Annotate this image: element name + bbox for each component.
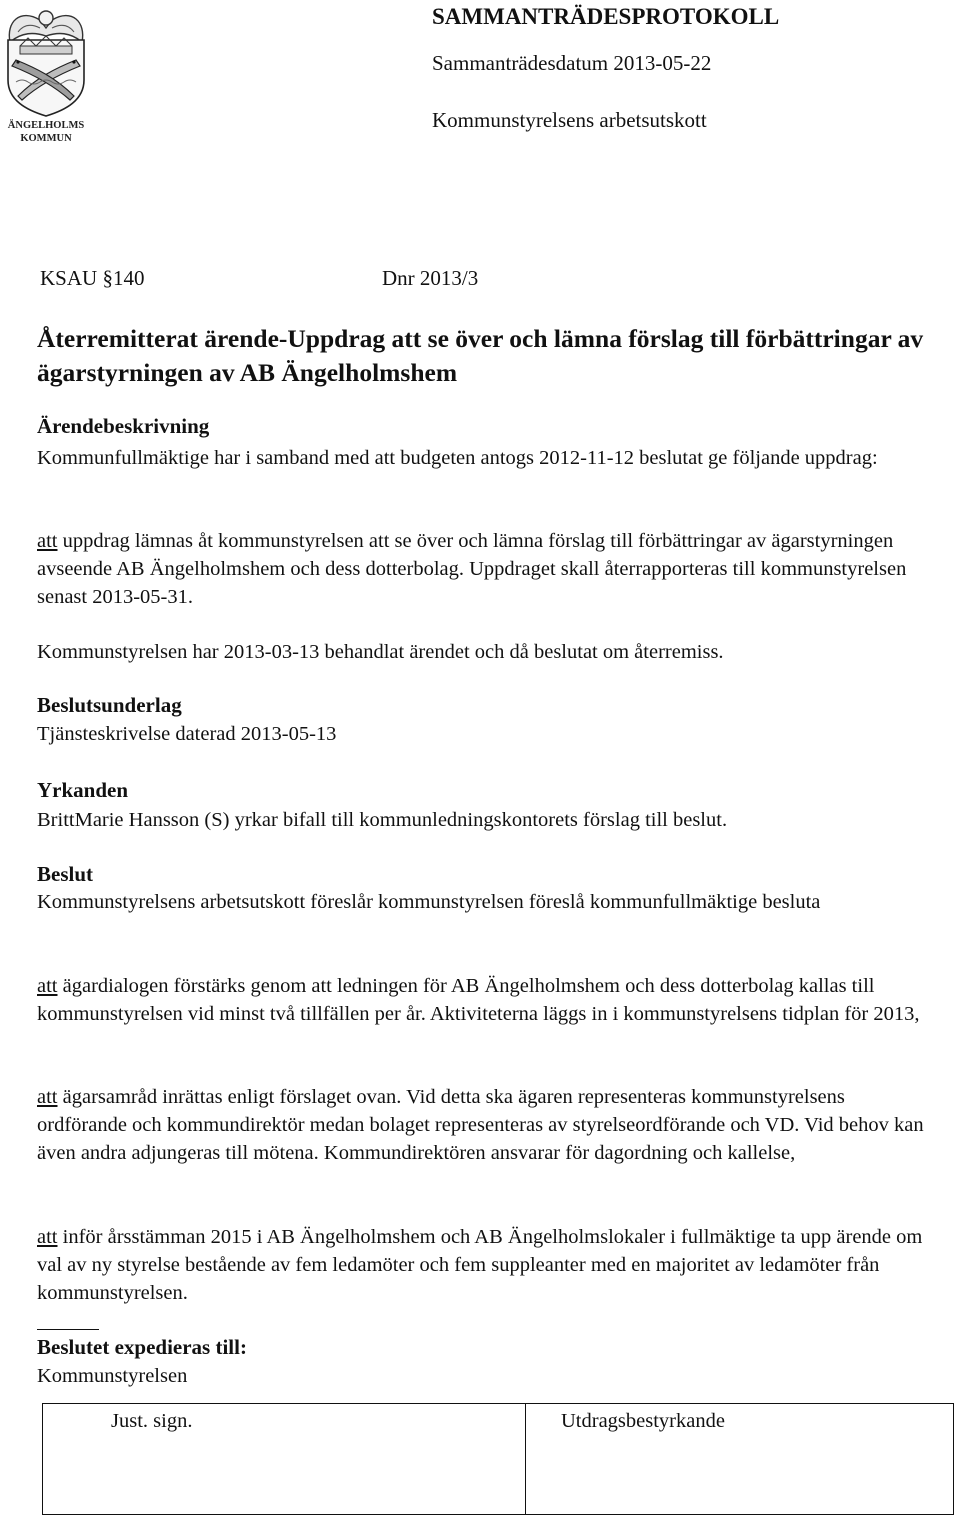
logo-text-line1: ÄNGELHOLMS (7, 120, 85, 131)
beslut-att-1-text: ägardialogen förstärks genom att ledningen för AB Ängelholmshem och dess dotterbolag kallas till kommunstyrelsen vid minst två tillfällen per år. Aktiviteterna läggs in i kommunstyrelsens tidplan för 2013, (37, 975, 920, 1025)
uppdrag-text: uppdrag lämnas åt kommunstyrelsen att se över och lämna förslag till förbättringar av ägarstyrningen avseende AB Ängelholmshem och dess dotterbolag. Uppdraget skall återrapporteras till kommunstyrelsen senast 2013-05-31. (37, 530, 907, 608)
committee-name: Kommunstyrelsens arbetsutskott (432, 108, 707, 132)
protocol-title: SAMMANTRÄDESPROTOKOLL (432, 4, 780, 29)
beslut-intro: Kommunstyrelsens arbetsutskott föreslår kommunstyrelsen föreslå kommunfullmäktige besluta (37, 891, 821, 913)
arendebeskrivning-text: Kommunfullmäktige har i samband med att budgeten antogs 2012-11-12 beslutat ge följande uppdrag: (37, 447, 878, 469)
case-number: 140 (112, 266, 145, 290)
beslut-heading: Beslut (37, 862, 94, 886)
separator-rule (37, 1329, 99, 1330)
arendebeskrivning-heading: Ärendebeskrivning (37, 414, 210, 438)
ks-aterremiss-text: Kommunstyrelsen har 2013-03-13 behandlat ärendet och då beslutat om återremiss. (37, 641, 724, 663)
section-sign: § (102, 266, 113, 290)
att-keyword: att (37, 1086, 58, 1108)
logo-text-line2: KOMMUN (20, 133, 72, 144)
beslut-att-3 (37, 1223, 932, 1307)
yrkanden-text: BrittMarie Hansson (S) yrkar bifall till kommunledningskontorets förslag till beslut. (37, 809, 728, 831)
case-title: Återremitterat ärende-Uppdrag att se över och lämna förslag till förbättringar av ägarstyrningen av AB Ängelholmshem (37, 324, 924, 387)
expedieras-recipient: Kommunstyrelsen (37, 1365, 188, 1387)
signature-box (42, 1403, 954, 1515)
att-keyword: att (37, 530, 58, 552)
beslut-att-2 (37, 1083, 932, 1167)
beslut-att-3-text: inför årsstämman 2015 i AB Ängelholmshem och AB Ängelholmslokaler i fullmäktige ta upp ärende om val av ny styrelse bestående av fem ledamöter och fem suppleanter med en majoritet av ledamöter från kommunstyrelsen. (37, 1226, 923, 1304)
beslut-att-1 (37, 972, 932, 1028)
att-keyword: att (37, 975, 58, 997)
yrkanden-heading: Yrkanden (37, 778, 129, 802)
beslut-att-2-text: ägarsamråd inrättas enligt förslaget ovan. Vid detta ska ägaren representeras kommunstyrelsens ordförande och kommundirektör medan bolaget representeras av styrelseordförande och VD. Vid behov kan även andra adjungeras till mötena. Kommundirektören ansvarar för dagordning och kallelse, (37, 1086, 924, 1164)
case-reference (40, 266, 144, 291)
beslutsunderlag-text: Tjänsteskrivelse daterad 2013-05-13 (37, 723, 337, 745)
beslutsunderlag-heading: Beslutsunderlag (37, 693, 182, 717)
coat-of-arms-icon (0, 2, 92, 150)
signature-divider (525, 1404, 526, 1514)
utdragsbestyrkande-label: Utdragsbestyrkande (561, 1410, 725, 1432)
meeting-date: Sammanträdesdatum 2013-05-22 (432, 51, 712, 75)
expedieras-heading: Beslutet expedieras till: (37, 1335, 247, 1359)
dnr-number: Dnr 2013/3 (382, 266, 479, 290)
ksau-label: KSAU (40, 266, 98, 290)
att-keyword: att (37, 1226, 58, 1248)
uppdrag-paragraph (37, 527, 932, 611)
just-sign-label: Just. sign. (111, 1410, 193, 1432)
municipality-logo (0, 2, 92, 150)
